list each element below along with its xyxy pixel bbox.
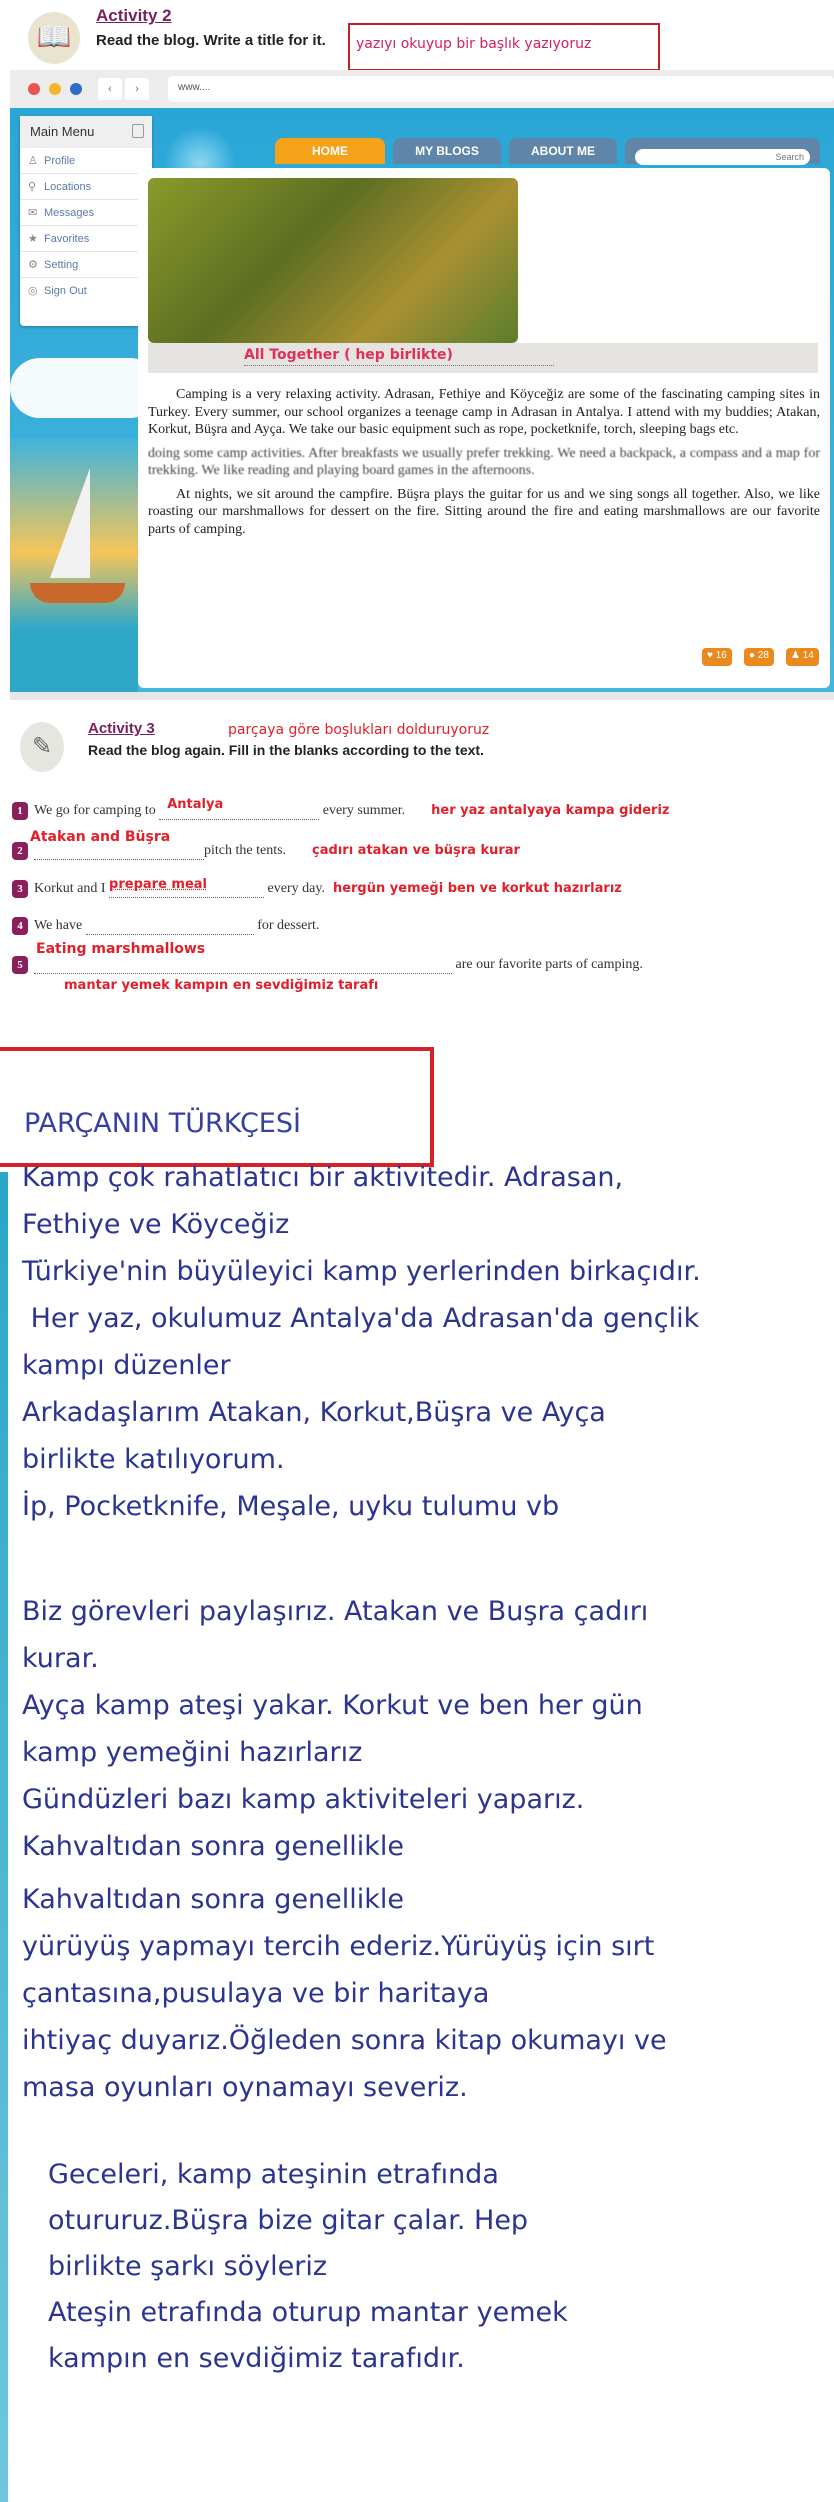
question-3 [12,877,622,898]
browser-window [10,70,834,700]
followers-badge[interactable]: ♟ 14 [786,648,819,666]
blog-paragraph: At nights, we sit around the campfire. Büşra plays the guitar for us and we sing songs all together. Also, we like roasting our marshmallows for dessert on the fire. Sitting around the fire and eating marshmallows are our favorite parts of camping. [148,486,820,537]
translation-note: her yaz antalyaya kampa gideriz [431,803,670,818]
mail-icon: ✉ [28,207,38,219]
menu-item-messages[interactable] [20,200,152,226]
question-number: 4 [12,917,28,935]
camping-photo [148,178,518,343]
question-5 [12,941,643,974]
answer-text: prepare meal [109,877,208,892]
translation-note: mantar yemek kampın en sevdiğimiz tarafı [64,978,379,993]
question-number: 2 [12,842,28,860]
menu-item-setting[interactable] [20,252,152,278]
user-icon: ♙ [28,155,38,167]
menu-item-label: Locations [44,181,92,193]
activity2-note: yazıyı okuyup bir başlık yazıyoruz [356,36,592,52]
question-number: 1 [12,802,28,820]
translation-note: hergün yemeği ben ve korkut hazırlarız [332,881,622,896]
gear-icon: ⚙ [28,259,38,271]
answer-text: Eating marshmallows [36,941,206,957]
question-2 [12,829,520,860]
question-text: are our favorite parts of camping. [455,957,643,972]
menu-item-favorites[interactable] [20,226,152,252]
translation-note: çadırı atakan ve büşra kurar [312,843,520,858]
translation-title: PARÇANIN TÜRKÇESİ [24,1108,301,1139]
menu-item-label: Profile [44,155,76,167]
browser-toolbar [10,70,834,108]
blog-post [138,168,830,688]
close-dot[interactable] [28,83,40,95]
translation-paragraph-4: Geceleri, kamp ateşinin etrafında otururuz.Büşra bize gitar çalar. Hep birlikte şarkı söyleriz Ateşin etrafında oturup mantar yemek kampın en sevdiğimiz tarafıdır. [48,2159,568,2374]
answer-blank[interactable] [109,877,264,898]
back-button[interactable]: ‹ [98,78,122,100]
menu-item-label: Favorites [44,233,90,245]
tab-about-me[interactable]: ABOUT ME [509,138,617,164]
pencil-icon: ✎ [20,722,64,772]
address-bar[interactable]: www.... [168,76,834,102]
answer-text: Antalya [167,797,224,812]
blog-text [148,386,820,544]
activity3-title: Activity 3 [88,720,155,737]
answer-blank[interactable] [159,797,319,820]
comments-badge[interactable]: ● 28 [744,648,774,666]
question-4 [12,917,319,935]
question-text: every day. [267,881,325,896]
menu-item-label: Setting [44,259,79,271]
blog-page [10,108,834,692]
activity2-instruction: Read the blog. Write a title for it. [96,32,326,49]
blog-title: All Together ( hep birlikte) [244,347,453,363]
blog-paragraph: Camping is a very relaxing activity. Adrasan, Fethiye and Köyceğiz are some of the fascinating camping sites in Turkey. Every summer, our school organizes a teenage camp in Adrasan in Antalya. I attend with my buddies; Atakan, Korkut, Büşra and Ayça. We take our basic equipment such as rope, pocketknife, torch, sleeping bags etc. [148,387,820,437]
likes-count: 16 [715,650,727,661]
translation-title-box [0,1047,434,1167]
followers-count: 14 [802,650,814,661]
answer-blank[interactable] [86,918,254,935]
sail-icon [50,468,90,578]
maximize-dot[interactable] [70,83,82,95]
question-text: pitch the tents. [204,843,287,858]
question-1 [12,797,670,820]
search-area [625,138,820,164]
blog-paragraph: doing some camp activities. After breakfasts we usually prefer trekking. We need a backpack, a compass and a map for trekking. We like reading and playing board games in the afternoons. [148,445,820,478]
translation-paragraph-1: Kamp çok rahatlatıcı bir aktivitedir. Adrasan, Fethiye ve Köyceğiz Türkiye'nin büyüleyici kamp yerlerinden birkaçıdır. Her yaz, okulumuz Antalya'da Adrasan'da gençlik kampı düzenler Arkadaşlarım Atakan, Korkut,Büşra ve Ayça birlikte katılıyorum. İp, Pocketknife, Meşale, uyku tulumu vb [22,1162,701,1522]
question-text: We go for camping to [34,803,156,818]
translation-paragraph-3: Kahvaltıdan sonra genellikle yürüyüş yapmayı tercih ederiz.Yürüyüş için sırt çantasına,pusulaya ve bir haritaya ihtiyaç duyarız.Öğleden sonra kitap okumayı ve masa oyunları oynamayı severiz. [22,1884,667,2103]
tab-my-blogs[interactable]: MY BLOGS [393,138,501,164]
question-text: every summer. [322,803,406,818]
activity2-title: Activity 2 [96,6,172,25]
menu-icon[interactable] [132,124,144,138]
translation-paragraph-2: Biz görevleri paylaşırız. Atakan ve Buşra çadırı kurar. Ayça kamp ateşi yakar. Korkut ve ben her gün kamp yemeğini hazırlarız Gündüzleri bazı kamp aktiviteleri yaparız. Kahvaltıdan sonra genellikle [22,1596,649,1862]
comments-count: 28 [757,650,769,661]
menu-item-profile[interactable] [20,148,152,174]
tab-home[interactable]: HOME [275,138,385,164]
activity3-instruction: Read the blog again. Fill in the blanks according to the text. [88,742,484,758]
location-icon: ⚲ [28,181,37,193]
menu-item-locations[interactable] [20,174,152,200]
question-number: 3 [12,880,28,898]
book-icon: 📖 [28,12,80,64]
forward-button[interactable]: › [125,78,149,100]
menu-item-sign-out[interactable] [20,278,152,304]
question-number: 5 [12,956,28,974]
likes-badge[interactable]: ♥ 16 [702,648,732,666]
activity3-note: parçaya göre boşlukları dolduruyoruz [228,722,490,738]
sailboat-illustration [10,438,138,692]
answer-blank[interactable] [34,941,452,974]
search-input[interactable] [635,149,810,165]
signout-icon: ◎ [28,285,38,297]
answer-blank[interactable] [30,829,204,860]
star-icon: ★ [28,233,38,245]
question-text: Korkut and I [34,881,106,896]
menu-item-label: Sign Out [44,285,87,297]
question-text: We have [34,918,83,933]
side-bar [0,1172,8,2502]
menu-item-label: Messages [44,207,95,219]
boat-hull-icon [30,583,125,603]
answer-text: Atakan and Büşra [30,829,171,845]
main-menu [20,116,152,326]
main-menu-title: Main Menu [30,124,95,139]
question-text: for dessert. [257,918,320,933]
title-strip [148,343,818,373]
minimize-dot[interactable] [49,83,61,95]
